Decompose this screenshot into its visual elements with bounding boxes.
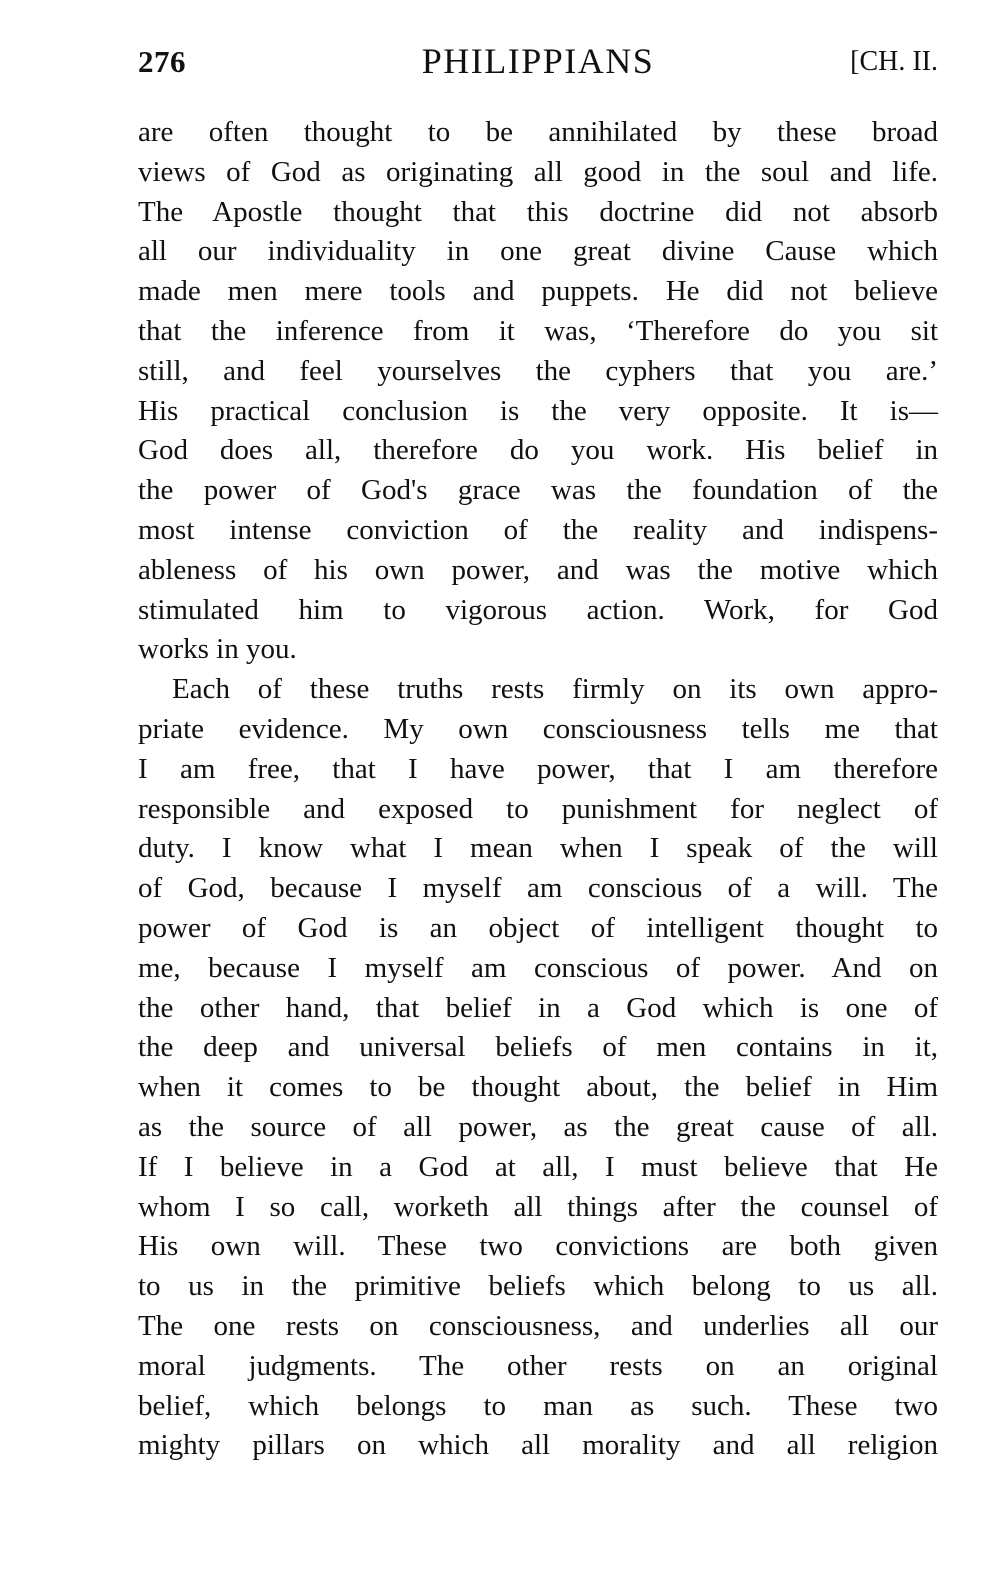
text-line: God does all, therefore do you work. His belief in	[138, 434, 938, 467]
text-line: stimulated him to vigorous action. Work, for God	[138, 593, 938, 626]
chapter-reference: [CH. II.	[850, 46, 938, 77]
page-number: 276	[138, 44, 186, 79]
text-line: The Apostle thought that this doctrine did not absorb	[138, 195, 938, 228]
text-line: the deep and universal beliefs of men contains in it,	[138, 1031, 938, 1064]
text-line: me, because I myself am conscious of power. And on	[138, 951, 938, 984]
text-line: to us in the primitive beliefs which belong to us all.	[138, 1270, 938, 1303]
text-line: that the inference from it was, ‘Therefore do you sit	[138, 314, 938, 347]
text-line: are often thought to be annihilated by these broad	[138, 116, 938, 148]
paragraph-2	[138, 670, 938, 1466]
text-line: made men mere tools and puppets. He did not believe	[138, 275, 938, 308]
text-line: His own will. These two convictions are both given	[138, 1230, 938, 1263]
body-text	[138, 113, 938, 1466]
text-line: ableness of his own power, and was the motive which	[138, 553, 938, 586]
text-line: still, and feel yourselves the cyphers that you are.’	[138, 354, 938, 387]
text-line: duty. I know what I mean when I speak of the will	[138, 832, 938, 865]
text-line: all our individuality in one great divine Cause which	[138, 235, 938, 268]
text-line: the power of God's grace was the foundation of the	[138, 474, 938, 507]
text-line: If I believe in a God at all, I must believe that He	[138, 1150, 938, 1183]
text-line: power of God is an object of intelligent thought to	[138, 911, 938, 944]
text-line: I am free, that I have power, that I am therefore	[138, 752, 938, 785]
text-line: mighty pillars on which all morality and all religion	[138, 1429, 938, 1462]
text-line: belief, which belongs to man as such. These two	[138, 1389, 938, 1422]
text-line: most intense conviction of the reality and indispens-	[138, 513, 938, 546]
text-line: works in you.	[138, 633, 297, 666]
text-line: The one rests on consciousness, and underlies all our	[138, 1309, 938, 1342]
paragraph-1	[138, 113, 938, 670]
text-line: responsible and exposed to punishment for neglect of	[138, 792, 938, 825]
text-line: of God, because I myself am conscious of a will. The	[138, 872, 938, 905]
text-line: Each of these truths rests firmly on its own appro-	[172, 673, 938, 706]
running-head	[138, 0, 938, 80]
text-line: the other hand, that belief in a God which is one of	[138, 991, 938, 1024]
text-line: views of God as originating all good in the soul and life.	[138, 155, 938, 188]
text-line: His practical conclusion is the very opposite. It is—	[138, 394, 938, 427]
text-line: whom I so call, worketh all things after the counsel of	[138, 1190, 938, 1223]
running-title: PHILIPPIANS	[421, 41, 655, 81]
text-line: as the source of all power, as the great cause of all.	[138, 1110, 938, 1143]
book-page	[138, 0, 938, 1462]
text-line: moral judgments. The other rests on an original	[138, 1349, 938, 1382]
text-line: when it comes to be thought about, the belief in Him	[138, 1071, 938, 1104]
text-line: priate evidence. My own consciousness tells me that	[138, 712, 938, 745]
